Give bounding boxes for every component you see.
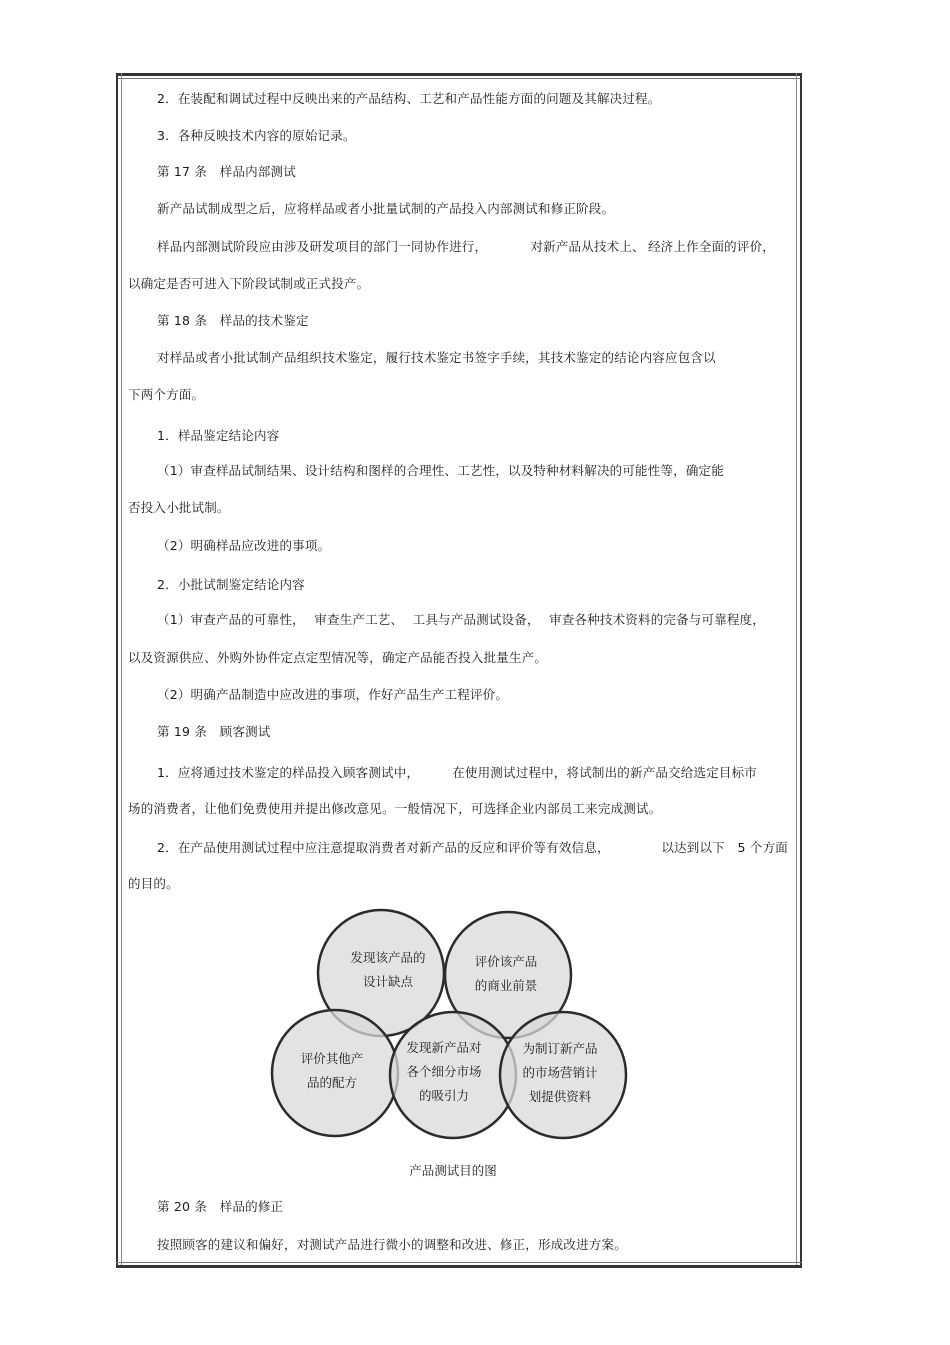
paragraph-line: （2）明确样品应改进的事项。 xyxy=(157,538,331,553)
text-segment: 对新产品从技术上、 xyxy=(530,239,645,254)
label-other-formulas xyxy=(301,1047,364,1095)
label-line: 评价其他产 xyxy=(300,1051,364,1066)
text-segment: 工具与产品测试设备， xyxy=(412,612,540,627)
label-line: 设计缺点 xyxy=(362,974,414,989)
paragraph-line-spread xyxy=(157,840,788,856)
text-segment: 审查生产工艺、 xyxy=(314,612,404,627)
paragraph-line: 3．各种反映技术内容的原始记录。 xyxy=(157,128,356,143)
frame-bottom-rule xyxy=(116,1265,802,1268)
paragraph-line: 场的消费者，让他们免费使用并提出修改意见。一般情况下，可选择企业内部员工来完成测试。 xyxy=(128,801,662,816)
label-design-defects xyxy=(350,946,425,994)
paragraph-line: 2．在装配和调试过程中反映出来的产品结构、工艺和产品性能方面的问题及其解决过程。 xyxy=(157,91,661,106)
text-segment: 2．在产品使用测试过程中应注意提取消费者对新产品的反应和评价等有效信息， xyxy=(157,840,610,855)
venn-circles xyxy=(260,900,640,1150)
label-line: 为制订新产品 xyxy=(522,1041,598,1056)
paragraph-line: 按照顾客的建议和偏好，对测试产品进行微小的调整和改进、修正，形成改进方案。 xyxy=(157,1237,627,1252)
label-marketing-plan xyxy=(522,1037,597,1109)
label-line: 发现新产品对 xyxy=(406,1040,482,1055)
frame-bottom-rule-inner xyxy=(116,1262,802,1263)
text-segment: 样品内部测试阶段应由涉及研发项目的部门一同协作进行， xyxy=(157,239,488,254)
paragraph-line: 的目的。 xyxy=(128,876,179,891)
label-segment-appeal xyxy=(406,1036,481,1108)
label-line: 划提供资料 xyxy=(528,1089,592,1104)
paragraph-line: 否投入小批试制。 xyxy=(128,500,230,515)
paragraph-line: 以确定是否可进入下阶段试制或正式投产。 xyxy=(128,276,370,291)
label-line: 评价该产品 xyxy=(474,954,538,969)
label-line: 的市场营销计 xyxy=(522,1065,598,1080)
paragraph-line: 以及资源供应、外购外协件定点定型情况等，确定产品能否投入批量生产。 xyxy=(128,650,548,665)
paragraph-line: 1．样品鉴定结论内容 xyxy=(157,428,280,443)
label-line: 品的配方 xyxy=(306,1075,358,1090)
article-19-heading: 第 19 条 顾客测试 xyxy=(157,724,271,739)
label-line: 的商业前景 xyxy=(474,978,538,993)
article-20-heading: 第 20 条 样品的修正 xyxy=(157,1199,284,1214)
article-17-heading: 第 17 条 样品内部测试 xyxy=(157,164,296,179)
paragraph-line-spread xyxy=(157,612,765,628)
text-segment: （1）审查产品的可靠性， xyxy=(157,612,305,627)
text-segment: 审查各种技术资料的完备与可靠程度， xyxy=(549,612,765,627)
product-test-purpose-diagram xyxy=(260,900,640,1150)
text-segment: 经济上作全面的评价， xyxy=(647,239,775,254)
paragraph-line: 对样品或者小批试制产品组织技术鉴定，履行技术鉴定书签字手续，其技术鉴定的结论内容应包含以 xyxy=(157,350,716,365)
paragraph-line: 下两个方面。 xyxy=(128,387,205,402)
label-line: 发现该产品的 xyxy=(350,950,426,965)
paragraph-line: （2）明确产品制造中应改进的事项，作好产品生产工程评价。 xyxy=(157,687,509,702)
paragraph-line: 2．小批试制鉴定结论内容 xyxy=(157,577,305,592)
text-segment: 以达到以下 5 个方面 xyxy=(661,840,788,855)
paragraph-line: （1）审查样品试制结果、设计结构和图样的合理性、工艺性，以及特种材料解决的可能性等，确定能 xyxy=(157,463,724,478)
paragraph-line: 新产品试制成型之后，应将样品或者小批量试制的产品投入内部测试和修正阶段。 xyxy=(157,201,615,216)
paragraph-line-spread xyxy=(157,239,775,255)
text-segment: 在使用测试过程中，将试制出的新产品交给选定目标市 xyxy=(452,765,757,780)
article-18-heading: 第 18 条 样品的技术鉴定 xyxy=(157,313,309,328)
paragraph-line-spread xyxy=(157,765,757,781)
label-line: 各个细分市场 xyxy=(406,1064,482,1079)
text-segment: 1．应将通过技术鉴定的样品投入顾客测试中， xyxy=(157,765,420,780)
label-line: 的吸引力 xyxy=(418,1088,470,1103)
label-commercial-prospects xyxy=(475,950,538,998)
diagram-caption: 产品测试目的图 xyxy=(409,1163,497,1178)
